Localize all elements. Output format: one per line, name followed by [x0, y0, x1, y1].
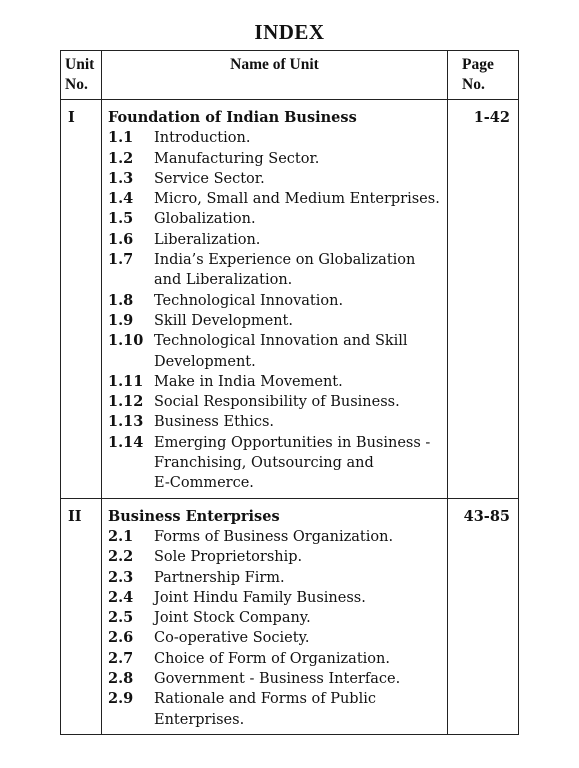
topic-text: Globalization.	[154, 211, 256, 228]
topic-text: Micro, Small and Medium Enterprises.	[154, 191, 440, 208]
topic-text: Introduction.	[154, 130, 251, 147]
topic-text: Social Responsibility of Business.	[154, 394, 400, 411]
topic-text: Emerging Opportunities in Business - Franchising, Outsourcing and E-Commerce.	[154, 434, 431, 492]
topic-item	[108, 230, 447, 250]
topic-number: 2.6	[108, 629, 134, 647]
topic-text: Joint Hindu Family Business.	[154, 589, 366, 606]
topic-item	[108, 189, 447, 209]
topic-number: 2.3	[108, 568, 134, 586]
topic-number: 1.4	[108, 190, 134, 208]
unit-title: Business Enterprises	[108, 507, 280, 525]
unit-number: II	[61, 498, 102, 734]
topic-item	[108, 669, 447, 689]
topic-item	[108, 649, 447, 669]
topic-item	[108, 608, 447, 628]
topic-number: 2.7	[108, 649, 134, 667]
topic-number: 1.8	[108, 291, 134, 309]
unit-number: I	[61, 100, 102, 499]
page-range: 1-42	[448, 100, 519, 499]
topic-item	[108, 250, 447, 291]
topic-text: Government - Business Interface.	[154, 671, 401, 688]
topic-item	[108, 291, 447, 311]
topic-item	[108, 128, 447, 148]
topic-number: 1.9	[108, 311, 134, 329]
topic-text: Choice of Form of Organization.	[154, 650, 390, 667]
page-range: 43-85	[448, 498, 519, 734]
topic-text: Sole Proprietorship.	[154, 549, 303, 566]
topic-item	[108, 149, 447, 169]
topic-text: Skill Development.	[154, 312, 293, 329]
topic-number: 1.12	[108, 393, 144, 411]
topic-number: 2.5	[108, 609, 134, 627]
name-of-unit-header: Name of Unit	[102, 51, 448, 100]
topic-item	[108, 169, 447, 189]
topic-item	[108, 209, 447, 229]
topic-number: 1.14	[108, 433, 144, 451]
topic-item	[108, 392, 447, 412]
topic-number: 2.9	[108, 690, 134, 708]
topic-text: Manufacturing Sector.	[154, 150, 320, 167]
topic-text: Liberalization.	[154, 231, 261, 248]
topic-number: 2.1	[108, 527, 134, 545]
unit-contents	[102, 498, 448, 734]
topic-text: Business Ethics.	[154, 414, 275, 431]
topic-item	[108, 527, 447, 547]
topic-item	[108, 412, 447, 432]
topic-item	[108, 311, 447, 331]
index-table	[60, 50, 519, 735]
topic-number: 1.7	[108, 251, 134, 269]
unit-row	[61, 100, 519, 499]
topic-text: Partnership Firm.	[154, 569, 285, 586]
topic-item	[108, 331, 447, 372]
page-title: INDEX	[254, 20, 325, 44]
topic-text: Service Sector.	[154, 170, 265, 187]
topic-number: 1.11	[108, 372, 144, 390]
topic-item	[108, 689, 447, 730]
topic-text: Co-operative Society.	[154, 630, 310, 647]
header-row	[61, 51, 519, 100]
unit-title: Foundation of Indian Business	[108, 109, 357, 126]
topic-number: 1.1	[108, 129, 134, 147]
topic-text: Forms of Business Organization.	[154, 528, 394, 545]
unit-row	[61, 498, 519, 734]
topic-number: 1.13	[108, 413, 144, 431]
topic-item	[108, 433, 447, 494]
topic-item	[108, 372, 447, 392]
unit-no-header: Unit No.	[61, 51, 102, 100]
unit-contents	[102, 100, 448, 499]
sections-body	[61, 100, 519, 735]
topic-text: Rationale and Forms of Public Enterprises.	[154, 691, 376, 728]
topic-number: 2.8	[108, 670, 134, 688]
topic-text: Technological Innovation and Skill Development.	[154, 333, 408, 370]
topic-number: 1.6	[108, 230, 134, 248]
topic-number: 1.3	[108, 169, 134, 187]
topic-text: Joint Stock Company.	[154, 610, 311, 627]
topic-item	[108, 568, 447, 588]
topic-number: 2.2	[108, 548, 134, 566]
topic-text: Technological Innovation.	[154, 292, 344, 309]
page-no-header: Page No.	[448, 51, 519, 100]
topic-number: 2.4	[108, 588, 134, 606]
topic-item	[108, 588, 447, 608]
topic-text: India’s Experience on Globalization and Liberalization.	[154, 252, 416, 289]
topic-number: 1.2	[108, 149, 134, 167]
topic-item	[108, 547, 447, 567]
topic-item	[108, 628, 447, 648]
topic-number: 1.5	[108, 210, 134, 228]
topic-number: 1.10	[108, 332, 144, 350]
topic-text: Make in India Movement.	[154, 373, 343, 390]
